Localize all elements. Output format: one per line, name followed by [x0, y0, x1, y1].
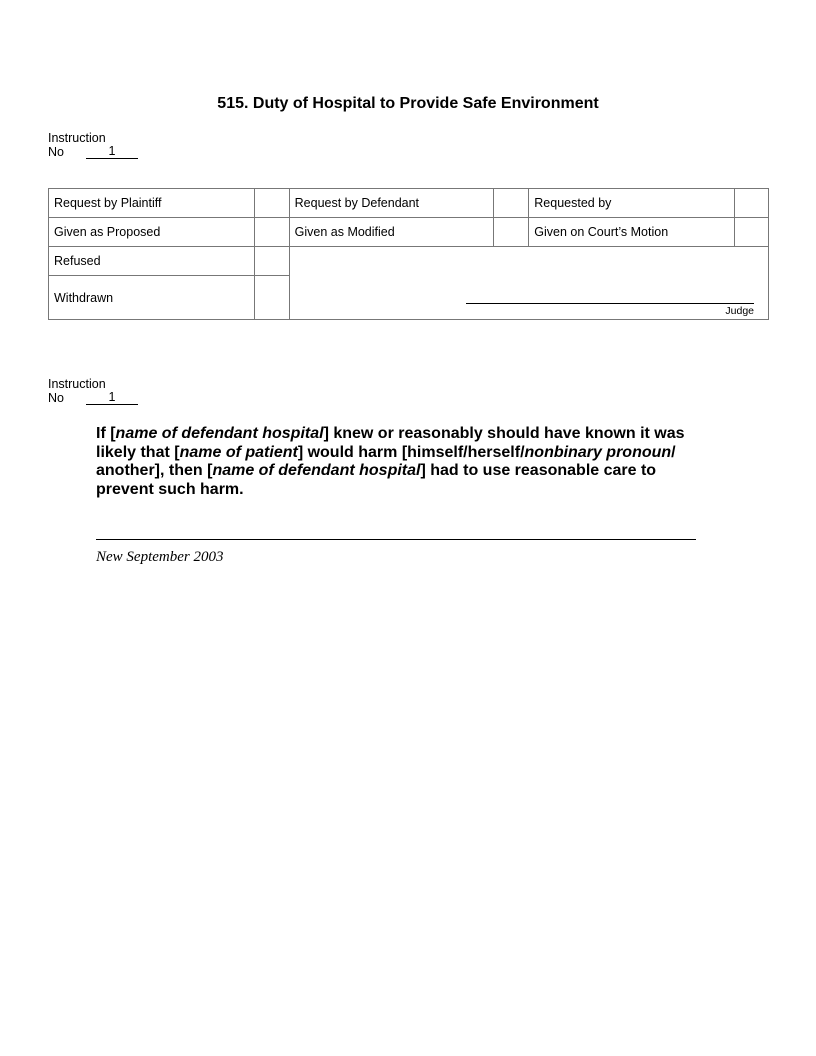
refused-label: Refused	[49, 247, 255, 276]
instruction-number: 1	[86, 391, 138, 405]
refused-checkbox[interactable]	[254, 247, 289, 276]
request-by-plaintiff-checkbox[interactable]	[254, 189, 289, 218]
instruction-label: Instruction	[48, 131, 106, 145]
request-by-defendant-checkbox[interactable]	[494, 189, 529, 218]
withdrawn-checkbox[interactable]	[254, 276, 289, 320]
placeholder-defendant-hospital: name of defendant hospital	[115, 425, 324, 442]
given-as-proposed-label: Given as Proposed	[49, 218, 255, 247]
no-label: No	[48, 145, 64, 159]
placeholder-nonbinary-pronoun: nonbinary pronoun	[524, 443, 672, 461]
withdrawn-label: Withdrawn	[49, 276, 255, 320]
requested-by-checkbox[interactable]	[734, 189, 768, 218]
placeholder-patient: name of patient	[179, 443, 298, 461]
instruction-number-block-bottom	[48, 377, 138, 405]
instruction-number: 1	[86, 145, 138, 159]
request-by-defendant-label: Request by Defendant	[289, 189, 494, 218]
judge-label: Judge	[725, 305, 754, 317]
judge-signature-area	[289, 247, 768, 320]
given-on-courts-motion-checkbox[interactable]	[734, 218, 768, 247]
page-title: 515. Duty of Hospital to Provide Safe Environment	[217, 95, 599, 112]
requested-by-label: Requested by	[529, 189, 735, 218]
placeholder-defendant-hospital: name of defendant hospital	[212, 462, 421, 479]
given-as-modified-label: Given as Modified	[289, 218, 494, 247]
judge-signature-line[interactable]	[466, 303, 754, 304]
request-by-plaintiff-label: Request by Plaintiff	[49, 189, 255, 218]
history-note: New September 2003	[96, 549, 224, 565]
given-on-courts-motion-label: Given on Court’s Motion	[529, 218, 735, 247]
given-as-modified-checkbox[interactable]	[494, 218, 529, 247]
given-as-proposed-checkbox[interactable]	[254, 218, 289, 247]
instruction-label: Instruction	[48, 377, 106, 391]
instruction-text: If [name of defendant hospital] knew or reasonably should have known it was likely that [name of patient] would harm [himself/herself/nonbinary pronoun/ another], then [name of defendant hospital] had to use reasonable care to prevent such harm.	[96, 425, 685, 498]
request-disposition-table	[48, 188, 769, 320]
no-label: No	[48, 391, 64, 405]
divider	[96, 539, 696, 540]
instruction-number-block-top	[48, 131, 138, 159]
